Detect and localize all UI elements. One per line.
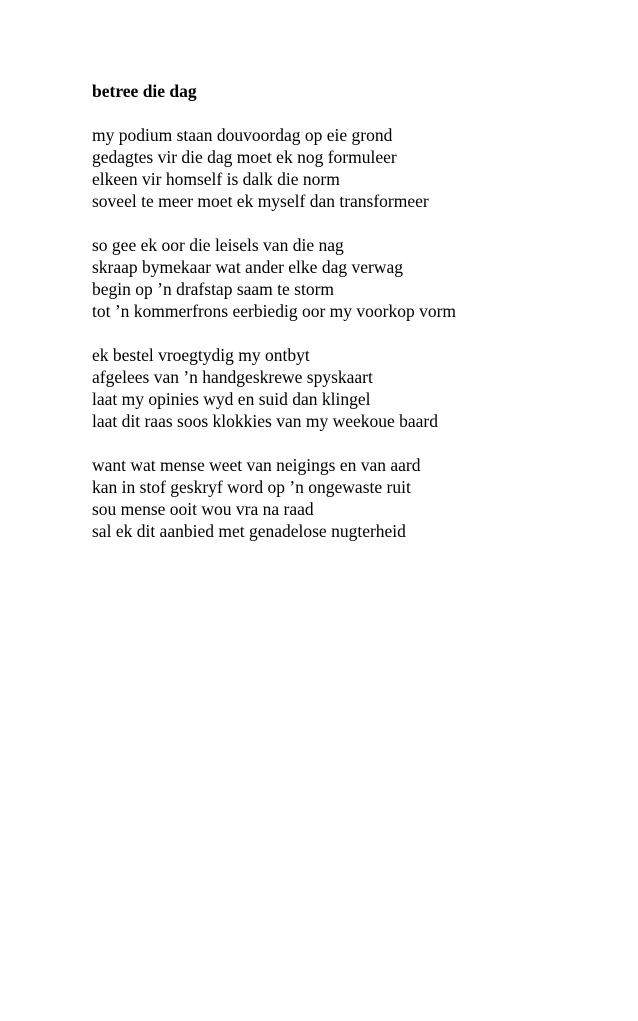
- poem-line: sal ek dit aanbied met genadelose nugterheid: [92, 521, 406, 541]
- poem-line: so gee ek oor die leisels van die nag: [92, 235, 344, 255]
- poem-line: ek bestel vroegtydig my ontbyt: [92, 345, 310, 365]
- stanza-3: [92, 344, 612, 432]
- stanza-4: [92, 454, 612, 542]
- poem-line: laat dit raas soos klokkies van my weekoue baard: [92, 411, 439, 431]
- poem-line: tot ’n kommerfrons eerbiedig oor my voorkop vorm: [92, 301, 457, 321]
- poem-line: gedagtes vir die dag moet ek nog formuleer: [92, 147, 397, 167]
- poem-line: want wat mense weet van neigings en van aard: [92, 455, 421, 475]
- poem-line: afgelees van ’n handgeskrewe spyskaart: [92, 367, 373, 387]
- poem-line: skraap bymekaar wat ander elke dag verwag: [92, 257, 403, 277]
- stanza-2: [92, 234, 612, 322]
- poem-line: kan in stof geskryf word op ’n ongewaste ruit: [92, 477, 411, 497]
- poem-line: elkeen vir homself is dalk die norm: [92, 169, 340, 189]
- poem: [92, 80, 612, 564]
- poem-line: sou mense ooit wou vra na raad: [92, 499, 314, 519]
- poem-line: soveel te meer moet ek myself dan transformeer: [92, 191, 429, 211]
- poem-line: begin op ’n drafstap saam te storm: [92, 279, 335, 299]
- stanza-1: [92, 124, 612, 212]
- poem-line: my podium staan douvoordag op eie grond: [92, 125, 393, 145]
- poem-line: laat my opinies wyd en suid dan klingel: [92, 389, 371, 409]
- poem-title: betree die dag: [92, 81, 197, 101]
